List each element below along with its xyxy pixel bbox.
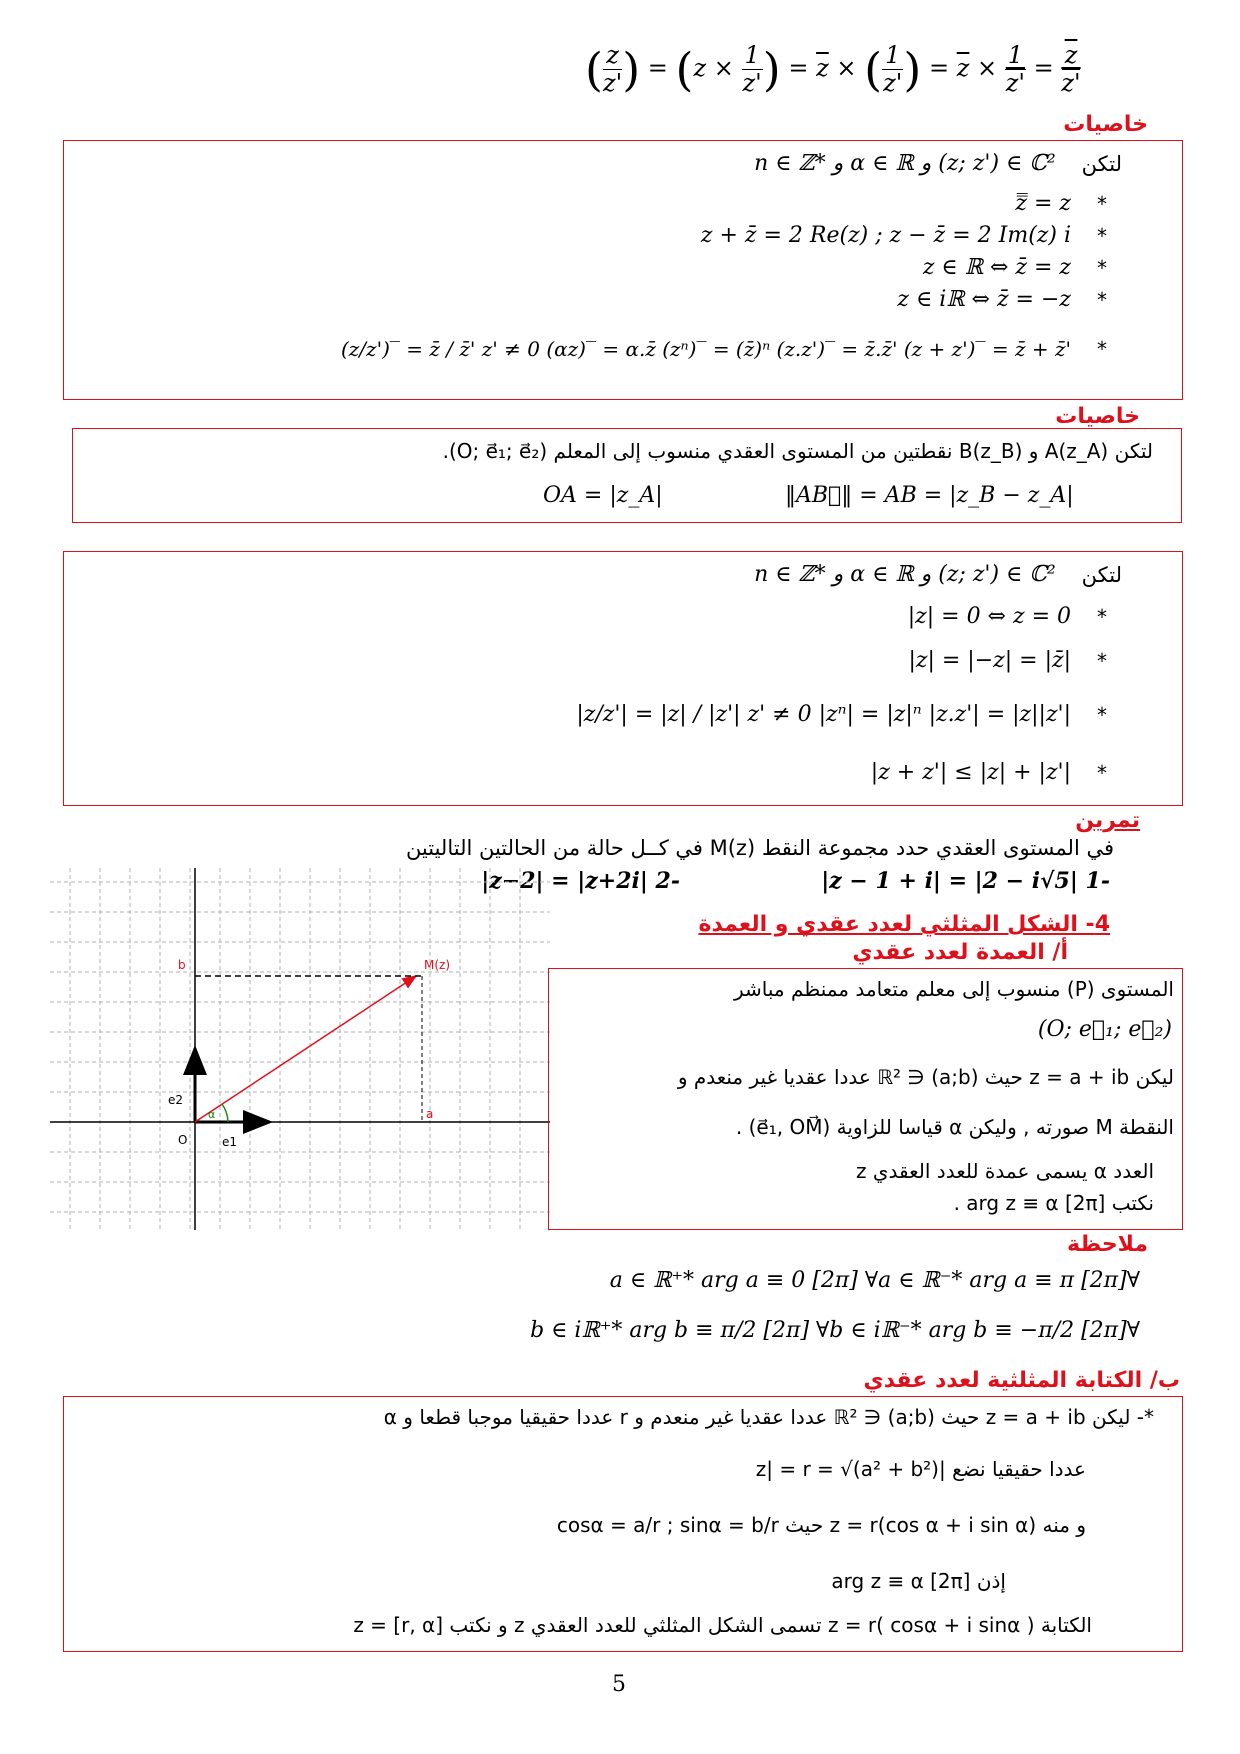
props2-line-1: لتكن A(z_A) و B(z_B) نقطتين من المستوى العقدي منسوب إلى المعلم (O; e⃗₁; e⃗₂). — [442, 439, 1153, 463]
argument-definition-box — [548, 968, 1183, 1230]
arg-line-6: نكتب arg z ≡ α [2π] . — [953, 1191, 1154, 1215]
alpha-label: α — [208, 1108, 216, 1121]
props3-box: لتكن n ∈ ℤ* و α ∈ ℝ و (z; z') ∈ ℂ² * |z| = 0 ⇔ z = 0 * |z| = |−z| = |z̄| * |z/z'| = |z| / |z'| z' ≠ 0 |zⁿ| = |z|ⁿ |z.z'| = |z||z'| * |z + z'| ≤ |z| + |z'| — [63, 551, 1183, 806]
trig-line-1: *- ليكن z = a + ib حيث (a;b) ∈ ℝ² عددا عقديا غير منعدم و r عددا حقيقيا موجبا قطعا و α — [383, 1405, 1154, 1429]
section4-subtitle: أ/ العمدة لعدد عقدي — [852, 940, 1068, 965]
props3-line-3: |z/z'| = |z| / |z'| z' ≠ 0 |zⁿ| = |z|ⁿ |z.z'| = |z||z'| — [576, 702, 1071, 727]
props1-line-4: z ∈ iℝ ⇔ z̄ = −z — [897, 287, 1071, 312]
note-line-1: ∀a ∈ ℝ⁺* arg a ≡ 0 [2π] ∀a ∈ ℝ⁻* arg a ≡ π [2π] — [609, 1268, 1140, 1293]
b-label: b — [178, 958, 186, 972]
arg-line-2: (O; e⃗₁; e⃗₂) — [1037, 1017, 1172, 1042]
e1-label: e1 — [222, 1135, 238, 1149]
trig-line-5: الكتابة z = r( cosα + i sinα ) تسمى الشكل المثلثي للعدد العقدي z و نكتب z = [r, α] — [353, 1613, 1092, 1637]
props3-line-2: |z| = |−z| = |z̄| — [908, 648, 1071, 673]
arg-line-4: النقطة M صورته , وليكن α قياسا للزاوية (e⃗₁, OM⃗) . — [735, 1115, 1174, 1139]
props2-oa: OA = |z_A| — [543, 483, 663, 508]
om-vector — [195, 976, 416, 1122]
note-line-2: ∀b ∈ iℝ⁺* arg b ≡ π/2 [2π] ∀b ∈ iℝ⁻* arg b ≡ −π/2 [2π] — [530, 1318, 1140, 1343]
exercise-q1: -1 |z − 1 + i| = |2 − i√5| — [821, 868, 1110, 894]
props3-intro-ar: لتكن — [1081, 562, 1122, 587]
trig-line-2: عددا حقيقيا نضع |z| = r = √(a² + b²) — [755, 1457, 1086, 1481]
section4-title: 4- الشكل المثلثي لعدد عقدي و العمدة — [698, 912, 1110, 937]
e2-label: e2 — [168, 1093, 184, 1107]
top-formula-text: ( $\frac{z}{z'}$ ) = (z × $\frac{1}{z'}$ ) = $\overline{z}$ × ( $\frac{1}{z'}$ ) = $\overline{z}$ × $\frac{1}{z'}$ = $\frac{\overline{z}}{z'}$ — [585, 41, 1081, 97]
props1-intro-ar: لتكن — [1081, 151, 1122, 176]
o-label: O — [178, 1133, 188, 1147]
props1-line-3: z ∈ ℝ ⇔ z̄ = z — [922, 255, 1071, 280]
props1-line-2: z + z̄ = 2 Re(z) ; z − z̄ = 2 Im(z) i — [700, 223, 1071, 248]
props3-line-1: |z| = 0 ⇔ z = 0 — [907, 604, 1071, 629]
arg-line-5: العدد α يسمى عمدة للعدد العقدي z — [856, 1159, 1154, 1183]
m-label: M(z) — [424, 958, 451, 972]
props3-intro-math: n ∈ ℤ* و α ∈ ℝ و (z; z') ∈ ℂ² — [754, 562, 1056, 587]
props1-line-1: z̿ = z — [1015, 191, 1071, 216]
props2-box — [72, 428, 1182, 523]
arg-line-1: المستوى (P) منسوب إلى معلم متعامد ممنظم مباشر — [734, 977, 1174, 1001]
section-b-title: ب/ الكتابة المثلثية لعدد عقدي — [863, 1368, 1180, 1393]
exercise-title: تمرين — [1075, 808, 1140, 833]
props1-intro-math: n ∈ ℤ* و α ∈ ℝ و (z; z') ∈ ℂ² — [754, 151, 1056, 176]
exercise-q2: -2 |z−2| = |z+2i| — [481, 868, 680, 894]
argument-figure — [50, 868, 550, 1230]
a-label: a — [426, 1107, 434, 1121]
page-number: 5 — [612, 1672, 626, 1697]
props2-ab: ‖AB⃗‖ = AB = |z_B − z_A| — [785, 483, 1074, 508]
props1-title: خاصيات — [1063, 112, 1148, 137]
arg-line-3: ليكن z = a + ib حيث (a;b) ∈ ℝ² عددا عقديا غير منعدم و — [677, 1065, 1174, 1089]
trig-line-3: و منه z = r(cos α + i sin α) حيث cosα = a/r ; sinα = b/r — [556, 1513, 1086, 1537]
props1-box: لتكن n ∈ ℤ* و α ∈ ℝ و (z; z') ∈ ℂ² * z̿ = z * z + z̄ = 2 Re(z) ; z − z̄ = 2 Im(z) i * z ∈ ℝ ⇔ z̄ = z * z ∈ iℝ ⇔ z̄ = −z * (z/z')‾ = z̄ / z̄' z' ≠ 0 (αz)‾ = α.z̄ (zⁿ)‾ = (z̄)ⁿ (z.z')‾ = z̄.z̄' (z + z')‾ = z̄ + z̄' — [63, 140, 1183, 400]
top-formula — [585, 42, 1081, 96]
props1-line-5: (z/z')‾ = z̄ / z̄' z' ≠ 0 (αz)‾ = α.z̄ (zⁿ)‾ = (z̄)ⁿ (z.z')‾ = z̄.z̄' (z + z')‾ = z̄ + z̄' — [340, 337, 1071, 361]
trig-form-box — [63, 1396, 1183, 1652]
angle-arc — [222, 1104, 228, 1122]
props3-line-4: |z + z'| ≤ |z| + |z'| — [870, 760, 1071, 785]
trig-line-4: إذن arg z ≡ α [2π] — [831, 1569, 1006, 1593]
exercise-text: في المستوى العقدي حدد مجموعة النقط M(z) في كــل حالة من الحالتين التاليتين — [405, 836, 1114, 860]
note-title: ملاحظة — [1067, 1232, 1148, 1257]
props2-title: خاصيات — [1055, 404, 1140, 429]
